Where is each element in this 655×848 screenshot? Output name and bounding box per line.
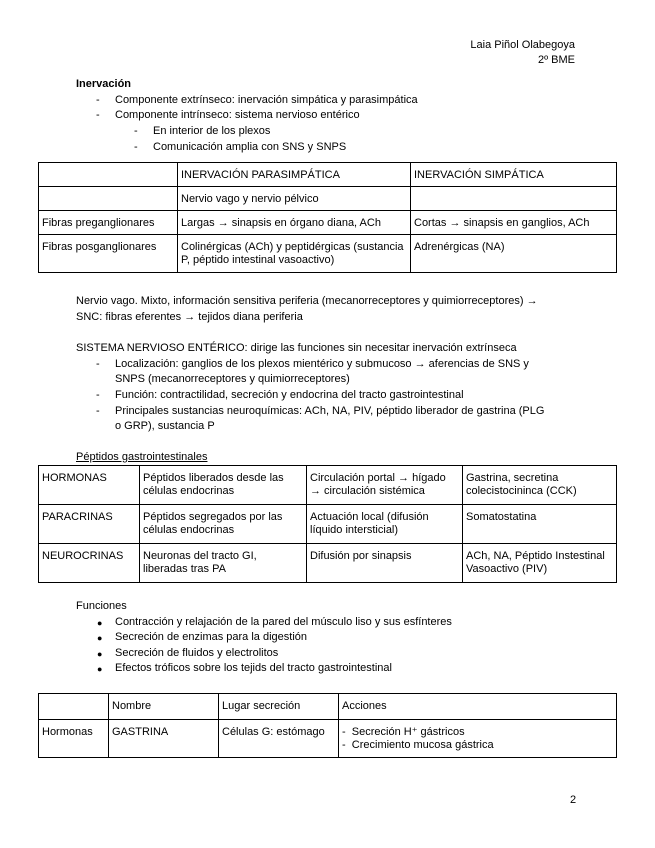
table-cell: INERVACIÓN PARASIMPÁTICA bbox=[178, 163, 411, 187]
table-cell bbox=[39, 694, 109, 720]
table-cell: Péptidos liberados desde las células endocrinas bbox=[140, 466, 307, 505]
table-cell: GASTRINA bbox=[109, 720, 219, 758]
bullet-dot-icon: ● bbox=[97, 618, 103, 628]
table-cell: Nervio vago y nervio pélvico bbox=[178, 187, 411, 211]
funciones-item: Efectos tróficos sobre los tejids del tracto gastrointestinal bbox=[115, 662, 392, 674]
inervacion-item: Componente extrínseco: inervación simpática y parasimpática bbox=[115, 94, 418, 106]
page-number: 2 bbox=[570, 794, 577, 806]
table-cell: Péptidos segregados por las células endocrinas bbox=[140, 505, 307, 544]
bullet-dot-icon: ● bbox=[97, 649, 103, 659]
peptidos-table bbox=[38, 465, 617, 583]
table-cell: Lugar secreción bbox=[219, 694, 339, 720]
peptidos-title: Péptidos gastrointestinales bbox=[76, 451, 208, 463]
vago-line-1: Nervio vago. Mixto, información sensitiva periferia (mecanorreceptores y quimiorreceptores) → bbox=[76, 295, 538, 307]
dash-marker: - bbox=[134, 125, 138, 137]
table-cell: Somatostatina bbox=[463, 505, 617, 544]
author-name: Laia Piñol Olabegoya bbox=[470, 39, 575, 51]
hormonas-table bbox=[38, 693, 617, 758]
table-cell: Fibras preganglionares bbox=[39, 211, 178, 235]
funciones-title: Funciones bbox=[76, 600, 127, 612]
table-row bbox=[39, 466, 617, 505]
bullet-dot-icon: ● bbox=[97, 633, 103, 643]
dash-marker: - bbox=[96, 109, 100, 121]
table-cell: HORMONAS bbox=[39, 466, 140, 505]
action-item: - Secreción H⁺ gástricos bbox=[342, 726, 465, 738]
table-cell: INERVACIÓN SIMPÁTICA bbox=[411, 163, 617, 187]
inervacion-table bbox=[38, 162, 617, 273]
funciones-item: Secreción de enzimas para la digestión bbox=[115, 631, 308, 643]
table-cell: NEUROCRINAS bbox=[39, 544, 140, 583]
page-header bbox=[470, 38, 575, 68]
course-label: 2º BME bbox=[537, 54, 575, 66]
table-row bbox=[39, 544, 617, 583]
table-cell: PARACRINAS bbox=[39, 505, 140, 544]
table-cell: Actuación local (difusión líquido intersticial) bbox=[307, 505, 463, 544]
table-cell: Fibras posganglionares bbox=[39, 235, 178, 273]
table-row bbox=[39, 505, 617, 544]
table-row bbox=[39, 211, 617, 235]
table-row bbox=[39, 720, 617, 758]
table-cell: Cortas → sinapsis en ganglios, ACh bbox=[411, 211, 617, 235]
table-row bbox=[39, 187, 617, 211]
dash-marker: - bbox=[96, 94, 100, 106]
inervacion-title: Inervación bbox=[76, 78, 132, 90]
bullet-dot-icon: ● bbox=[97, 664, 103, 674]
inervacion-item: Componente intrínseco: sistema nervioso entérico bbox=[115, 109, 360, 121]
table-cell: Colinérgicas (ACh) y peptidérgicas (sustancia P, péptido intestinal vasoactivo) bbox=[178, 235, 411, 273]
table-cell: Largas → sinapsis en órgano diana, ACh bbox=[178, 211, 411, 235]
inervacion-subitem: En interior de los plexos bbox=[153, 125, 271, 137]
funciones-item: Secreción de fluidos y electrolitos bbox=[115, 647, 279, 659]
table-cell: Difusión por sinapsis bbox=[307, 544, 463, 583]
sne-item: Principales sustancias neuroquímicas: ACh, NA, PIV, péptido liberador de gastrina (PLG bbox=[115, 405, 545, 417]
table-cell: ACh, NA, Péptido Instestinal Vasoactivo (PIV) bbox=[463, 544, 617, 583]
table-header-row bbox=[39, 694, 617, 720]
table-cell: Circulación portal → hígado → circulación sistémica bbox=[307, 466, 463, 505]
table-cell: Acciones bbox=[339, 694, 617, 720]
dash-marker: - bbox=[96, 389, 100, 401]
sne-title: SISTEMA NERVIOSO ENTÉRICO: dirige las funciones sin necesitar inervación extrínseca bbox=[76, 342, 517, 354]
sne-item: Localización: ganglios de los plexos mientérico y submucoso → aferencias de SNS y bbox=[115, 358, 529, 370]
table-cell: Adrenérgicas (NA) bbox=[411, 235, 617, 273]
table-cell bbox=[339, 720, 617, 758]
table-cell: Hormonas bbox=[39, 720, 109, 758]
table-cell: Neuronas del tracto GI, liberadas tras PA bbox=[140, 544, 307, 583]
table-cell: Nombre bbox=[109, 694, 219, 720]
table-cell bbox=[39, 163, 178, 187]
action-text: Secreción H⁺ gástricos bbox=[351, 726, 465, 738]
table-cell bbox=[411, 187, 617, 211]
funciones-item: Contracción y relajación de la pared del músculo liso y sus esfínteres bbox=[115, 616, 452, 628]
sne-item-cont: o GRP), sustancia P bbox=[115, 420, 215, 432]
table-cell: Células G: estómago bbox=[219, 720, 339, 758]
action-item: - Crecimiento mucosa gástrica bbox=[342, 739, 494, 751]
vago-line-2: SNC: fibras eferentes → tejidos diana periferia bbox=[76, 311, 303, 323]
dash-marker: - bbox=[96, 405, 100, 417]
table-row bbox=[39, 235, 617, 273]
dash-marker: - bbox=[96, 358, 100, 370]
action-text: Crecimiento mucosa gástrica bbox=[351, 739, 494, 751]
table-cell bbox=[39, 187, 178, 211]
table-header-row bbox=[39, 163, 617, 187]
table-cell: Gastrina, secretina colecistocininca (CCK) bbox=[463, 466, 617, 505]
sne-item: Función: contractilidad, secreción y endocrina del tracto gastrointestinal bbox=[115, 389, 464, 401]
sne-item-cont: SNPS (mecanorreceptores y quimiorreceptores) bbox=[115, 373, 350, 385]
inervacion-subitem: Comunicación amplia con SNS y SNPS bbox=[153, 141, 347, 153]
dash-marker: - bbox=[134, 141, 138, 153]
